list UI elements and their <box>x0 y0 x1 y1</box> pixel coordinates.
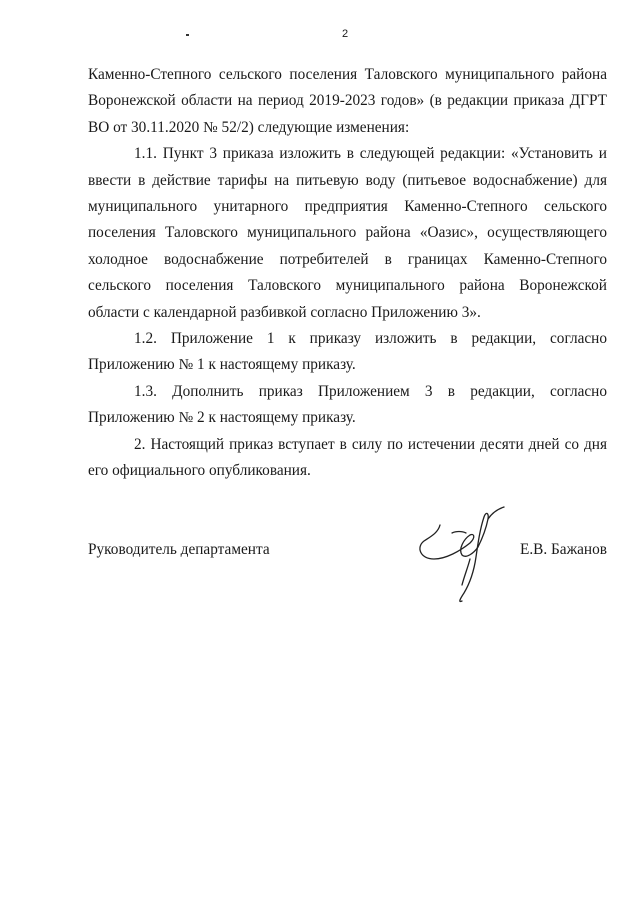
signer-position: Руководитель департамента <box>88 541 270 558</box>
handwritten-signature <box>412 503 522 608</box>
paragraph-1-2: 1.2. Приложение 1 к приказу изложить в редакции, согласно Приложению № 1 к настоящему приказу. <box>88 330 607 374</box>
paragraph-1-1: 1.1. Пункт 3 приказа изложить в следующей редакции: «Установить и ввести в действие тарифы на питьевую воду (питьевое водоснабжение) для муниципального унитарного предприятия Каменно-Степного сельского поселения Таловского муниципального района «Оазис», осуществляющего холодное водоснабжение потребителей в границах Каменно-Степного сельского поселения Таловского муниципального района Воронежской области с календарной разбивкой согласно Приложению 3». <box>88 145 607 321</box>
paragraph-intro: Каменно-Степного сельского поселения Таловского муниципального района Воронежской области на период 2019-2023 годов» (в редакции приказа ДГРТ ВО от 30.11.2020 № 52/2) следующие изменения: <box>88 66 607 136</box>
document-body <box>88 62 607 485</box>
paragraph-2: 2. Настоящий приказ вступает в силу по истечении десяти дней со дня его официального опубликования. <box>88 435 607 480</box>
signer-name: Е.В. Бажанов <box>519 541 607 558</box>
page-number: 2 <box>341 28 349 40</box>
paragraph-1-3: 1.3. Дополнить приказ Приложением 3 в редакции, согласно Приложению № 2 к настоящему приказу. <box>88 382 607 427</box>
scan-speck <box>186 34 189 36</box>
